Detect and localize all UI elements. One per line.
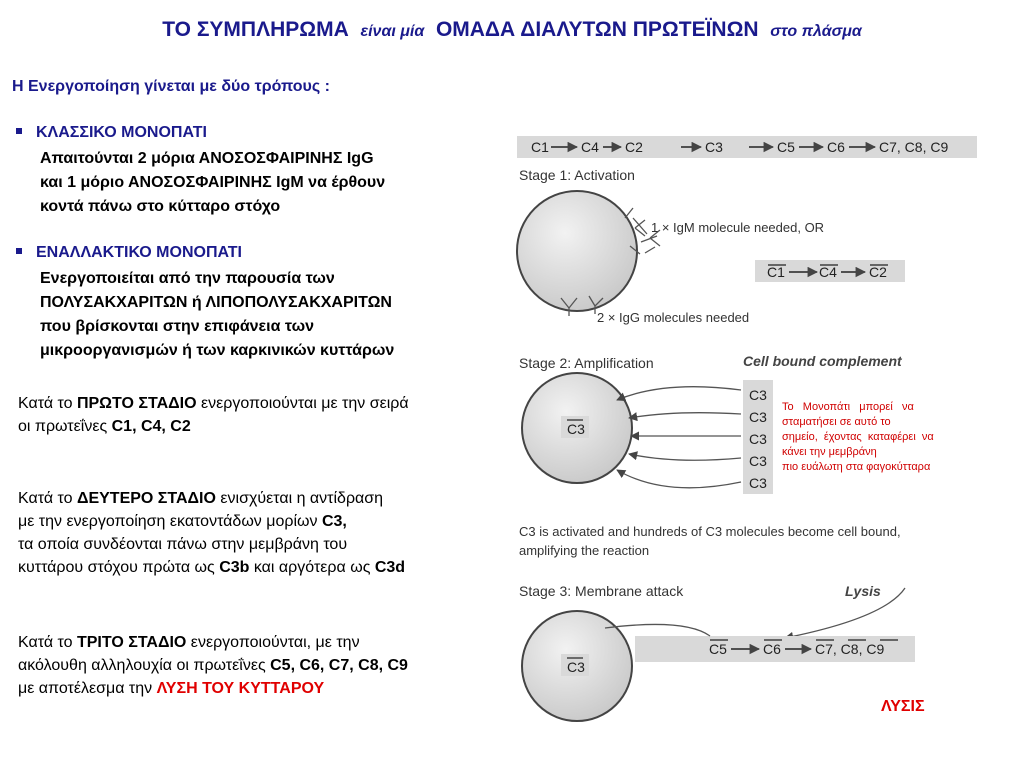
c3-stack-1: C3	[749, 387, 767, 403]
c3-stack-4: C3	[749, 453, 767, 469]
igg-label: 2 × IgG molecules needed	[597, 310, 750, 325]
classic-pathway-heading	[12, 124, 207, 142]
pathway-c5: C5	[777, 139, 795, 155]
page-title	[0, 18, 1024, 42]
pathway-c2: C2	[625, 139, 643, 155]
c3-stack-3: C3	[749, 431, 767, 447]
stage3-label: Stage 3: Membrane attack	[519, 583, 684, 599]
c3-label-stage3: C3	[567, 659, 585, 675]
mini-c2: C2	[869, 264, 887, 280]
subtitle: Η Ενεργοποίηση γίνεται με δύο τρόπους :	[12, 78, 330, 95]
note-line-2: σταματήσει σε αυτό το	[782, 416, 891, 428]
mini-c4: C4	[819, 264, 837, 280]
alternative-line-3: που βρίσκονται στην επιφάνεια των	[40, 318, 314, 335]
c3-stack-2: C3	[749, 409, 767, 425]
alternative-line-2: ΠΟΛΥΣΑΚΧΑΡΙΤΩΝ ή ΛΙΠΟΠΟΛΥΣΑΚΧΑΡΙΤΩΝ	[40, 294, 392, 311]
stage2-paragraph: Κατά το ΔΕΥΤΕΡΟ ΣΤΑΔΙΟ ενισχύεται η αντίδραση με την ενεργοποίηση εκατοντάδων μορίων C3, τα οποία συνδέονται πάνω στην μεμβράνη του κυττάρου στόχου πρώτα ως C3b και αργότερα ως C3d	[18, 490, 406, 576]
c3-label-stage2: C3	[567, 421, 585, 437]
mac-c5: C5	[709, 641, 727, 657]
alternative-line-1: Ενεργοποιείται από την παρουσία των	[40, 270, 335, 287]
cell-lysis-highlight: ΛΥΣΗ ΤΟΥ ΚΥΤΤΑΡΟΥ	[156, 680, 325, 697]
igm-label: 1 × IgM molecule needed, OR	[651, 220, 825, 235]
classic-heading-text: ΚΛΑΣΣΙΚΟ ΜΟΝΟΠΑΤΙ	[36, 124, 207, 141]
stage1-paragraph: Κατά το ΠΡΩΤΟ ΣΤΑΔΙΟ ενεργοποιούνται με την σειρά οι πρωτεΐνες C1, C4, C2	[18, 395, 409, 435]
classic-line-2: και 1 μόριο ΑΝΟΣΟΣΦΑΙΡΙΝΗΣ IgM να έρθουν	[40, 174, 386, 191]
pathway-c1: C1	[531, 139, 549, 155]
amp-caption-1: C3 is activated and hundreds of C3 molecules become cell bound,	[519, 524, 901, 539]
title-part-2: είναι μία	[360, 23, 425, 40]
pathway-c4: C4	[581, 139, 599, 155]
cell-bound-label: Cell bound complement	[743, 353, 902, 369]
note-line-5: πιο ευάλωτη στα φαγοκύτταρα	[782, 461, 931, 473]
classic-line-1: Απαιτούνται 2 μόρια ΑΝΟΣΟΣΦΑΙΡΙΝΗΣ IgG	[40, 150, 374, 167]
pathway-c3: C3	[705, 139, 723, 155]
stage1-label: Stage 1: Activation	[519, 167, 635, 183]
mini-c1: C1	[767, 264, 785, 280]
lysis-word: Lysis	[845, 583, 881, 599]
title-part-4: στο πλάσμα	[770, 23, 862, 40]
pathway-c7-c9: C7, C8, C9	[879, 139, 949, 155]
stage2-label: Stage 2: Amplification	[519, 355, 654, 371]
alternative-heading-text: ΕΝΑΛΛΑΚΤΙΚΟ ΜΟΝΟΠΑΤΙ	[36, 244, 242, 261]
mac-c6: C6	[763, 641, 781, 657]
pathway-c6: C6	[827, 139, 845, 155]
bullet-square-icon	[16, 248, 22, 254]
amp-caption-2: amplifying the reaction	[519, 543, 650, 558]
amplification-arrows	[617, 387, 741, 488]
lysis-label: ΛΥΣΙΣ	[881, 698, 925, 715]
classic-line-3: κοντά πάνω στο κύτταρο στόχο	[40, 198, 281, 215]
alternative-pathway-heading	[12, 244, 242, 262]
mac-c7-c9: C7, C8, C9	[815, 641, 885, 657]
note-line-1: Το Μονοπάτι μπορεί να	[782, 401, 914, 413]
target-cell-1	[517, 191, 637, 311]
note-line-4: κάνει την μεμβράνη	[782, 446, 877, 458]
title-part-1: ΤΟ ΣΥΜΠΛΗΡΩΜΑ	[162, 18, 349, 41]
pathway-stop-note	[782, 400, 1004, 475]
stage3-paragraph: Κατά το ΤΡΙΤΟ ΣΤΑΔΙΟ ενεργοποιούνται, με την ακόλουθη αλληλουχία οι πρωτεΐνες C5, C6, C7, C8, C9 με αποτέλεσμα την ΛΥΣΗ ΤΟΥ ΚΥΤΤΑΡΟΥ	[18, 634, 408, 697]
alternative-line-4: μικροοργανισμών ή των καρκινικών κυττάρων	[40, 342, 395, 359]
note-line-3: σημείο, έχοντας καταφέρει να	[782, 431, 934, 443]
bullet-square-icon	[16, 128, 22, 134]
c3-stack-5: C3	[749, 475, 767, 491]
title-part-3: ΟΜΑΔΑ ΔΙΑΛΥΤΩΝ ΠΡΩΤΕΪΝΩΝ	[435, 18, 759, 41]
